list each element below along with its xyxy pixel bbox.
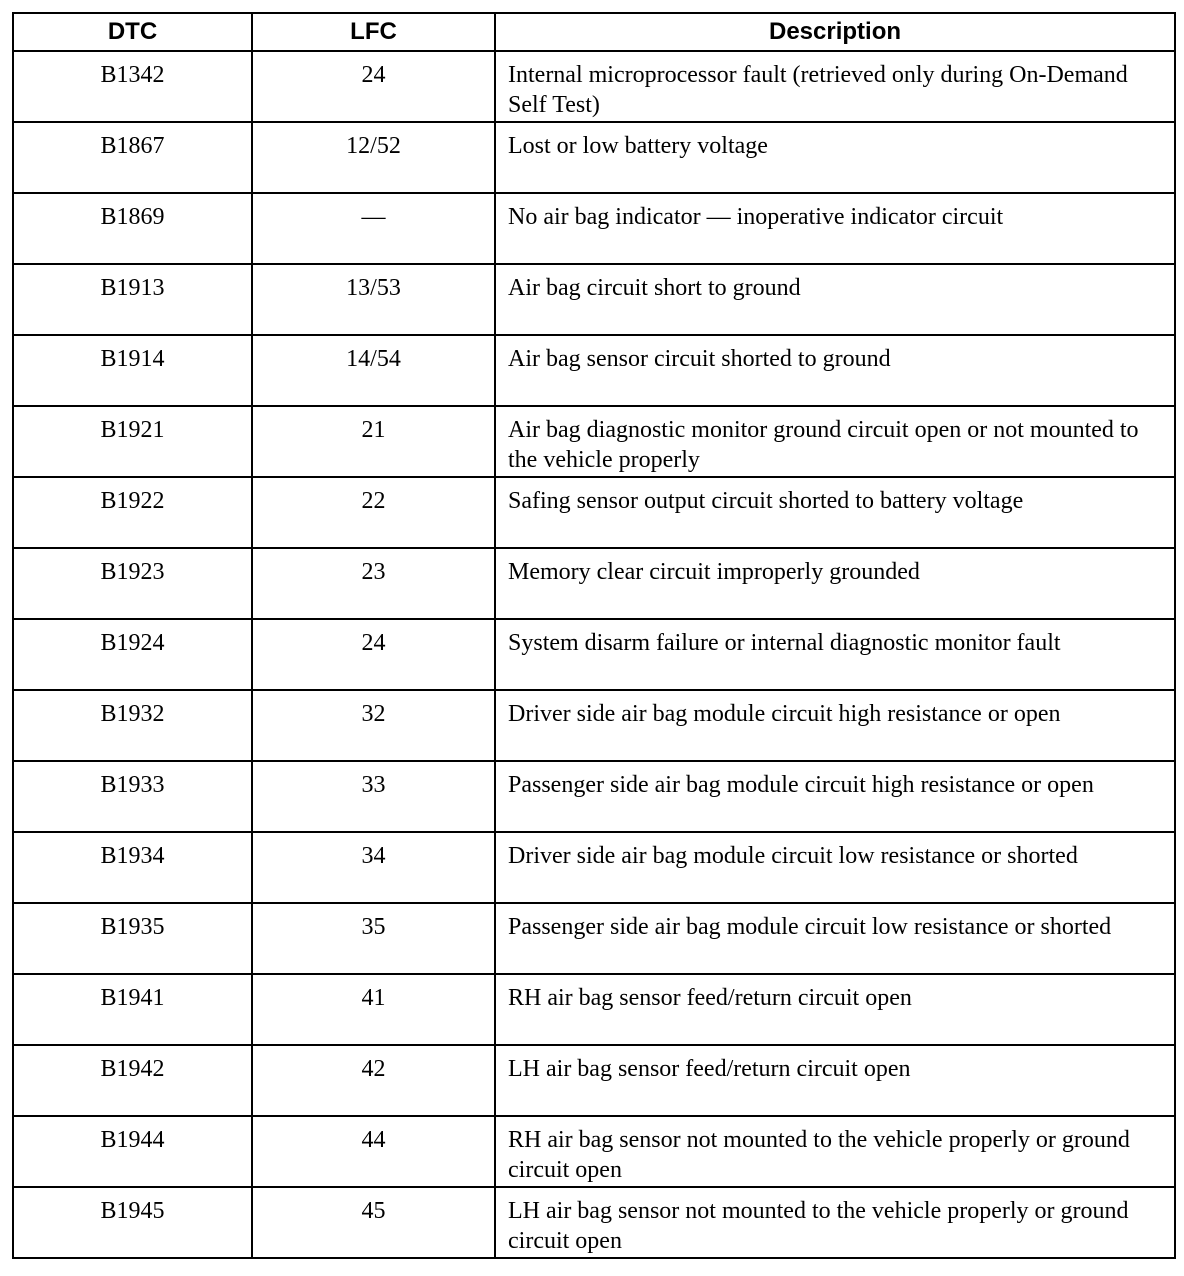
table-row [13,477,1175,548]
lfc-cell: 22 [252,477,495,548]
table-row [13,974,1175,1045]
dtc-cell: B1942 [13,1045,252,1116]
table-row [13,193,1175,264]
lfc-cell: 23 [252,548,495,619]
description-cell: RH air bag sensor feed/return circuit open [495,974,1175,1045]
dtc-cell: B1935 [13,903,252,974]
dtc-cell: B1923 [13,548,252,619]
dtc-cell: B1342 [13,51,252,122]
table-row [13,619,1175,690]
description-cell: Memory clear circuit improperly grounded [495,548,1175,619]
dtc-cell: B1933 [13,761,252,832]
header-dtc: DTC [13,13,252,51]
dtc-cell: B1944 [13,1116,252,1187]
table-row [13,335,1175,406]
lfc-cell: 24 [252,619,495,690]
header-lfc: LFC [252,13,495,51]
description-cell: Driver side air bag module circuit high resistance or open [495,690,1175,761]
lfc-cell: 35 [252,903,495,974]
header-description: Description [495,13,1175,51]
dtc-cell: B1867 [13,122,252,193]
dtc-cell: B1921 [13,406,252,477]
table-row [13,903,1175,974]
lfc-cell: 33 [252,761,495,832]
table-row [13,761,1175,832]
table-row [13,1045,1175,1116]
lfc-cell: 42 [252,1045,495,1116]
description-cell: LH air bag sensor feed/return circuit open [495,1045,1175,1116]
description-cell: RH air bag sensor not mounted to the vehicle properly or ground circuit open [495,1116,1175,1187]
lfc-cell: 32 [252,690,495,761]
dtc-cell: B1941 [13,974,252,1045]
description-cell: Air bag circuit short to ground [495,264,1175,335]
lfc-cell: 12/52 [252,122,495,193]
table-row [13,406,1175,477]
table-row [13,1187,1175,1258]
table-row [13,690,1175,761]
description-cell: No air bag indicator — inoperative indicator circuit [495,193,1175,264]
dtc-cell: B1924 [13,619,252,690]
table-row [13,51,1175,122]
lfc-cell: 24 [252,51,495,122]
lfc-cell: 41 [252,974,495,1045]
dtc-cell: B1934 [13,832,252,903]
header-row [13,13,1175,51]
description-cell: Air bag sensor circuit shorted to ground [495,335,1175,406]
lfc-cell: 21 [252,406,495,477]
table-row [13,122,1175,193]
description-cell: System disarm failure or internal diagnostic monitor fault [495,619,1175,690]
description-cell: Passenger side air bag module circuit high resistance or open [495,761,1175,832]
dtc-cell: B1914 [13,335,252,406]
dtc-table [12,12,1176,1259]
dtc-cell: B1932 [13,690,252,761]
description-cell: Passenger side air bag module circuit low resistance or shorted [495,903,1175,974]
lfc-cell: 34 [252,832,495,903]
description-cell: Driver side air bag module circuit low resistance or shorted [495,832,1175,903]
description-cell: Internal microprocessor fault (retrieved only during On-Demand Self Test) [495,51,1175,122]
description-cell: LH air bag sensor not mounted to the vehicle properly or ground circuit open [495,1187,1175,1258]
dtc-cell: B1869 [13,193,252,264]
table-row [13,1116,1175,1187]
table-row [13,548,1175,619]
dtc-cell: B1913 [13,264,252,335]
table-row [13,832,1175,903]
lfc-cell: 44 [252,1116,495,1187]
lfc-cell: 14/54 [252,335,495,406]
description-cell: Lost or low battery voltage [495,122,1175,193]
dtc-cell: B1945 [13,1187,252,1258]
lfc-cell: 45 [252,1187,495,1258]
lfc-cell: — [252,193,495,264]
dtc-cell: B1922 [13,477,252,548]
table-row [13,264,1175,335]
lfc-cell: 13/53 [252,264,495,335]
description-cell: Air bag diagnostic monitor ground circuit open or not mounted to the vehicle properly [495,406,1175,477]
description-cell: Safing sensor output circuit shorted to battery voltage [495,477,1175,548]
